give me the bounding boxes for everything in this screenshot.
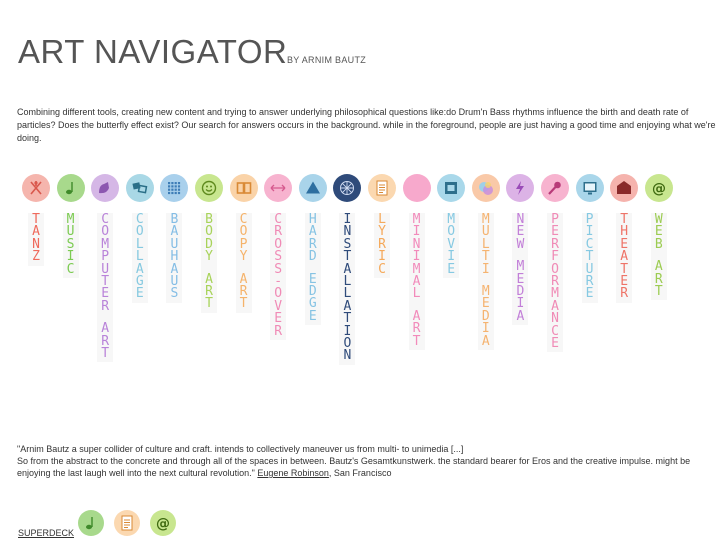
nav-item-label[interactable]: P E R F O R M A N C E (547, 213, 563, 352)
quote (17, 443, 717, 479)
grid-icon[interactable] (160, 174, 188, 202)
art-navigator-menu (22, 174, 702, 414)
compass-icon[interactable] (333, 174, 361, 202)
nav-item-cross-over[interactable] (264, 174, 292, 340)
document-icon[interactable] (114, 510, 140, 536)
film-icon[interactable] (437, 174, 465, 202)
nav-item-label[interactable]: N E W M E D I A (512, 213, 528, 325)
quote-author-link[interactable]: Eugene Robinson (257, 468, 329, 478)
nav-item-collage[interactable] (126, 174, 154, 303)
book-icon[interactable] (230, 174, 258, 202)
document-icon[interactable] (368, 174, 396, 202)
svg-text:@: @ (651, 181, 666, 197)
nav-item-picture[interactable] (576, 174, 604, 303)
nav-item-label[interactable]: T A N Z (28, 213, 44, 266)
music-note-icon[interactable] (57, 174, 85, 202)
nav-item-label[interactable]: C O M P U T E R A R T (97, 213, 113, 362)
nav-item-music[interactable] (57, 174, 85, 278)
nav-item-lyric[interactable] (368, 174, 396, 278)
nav-item-minimal-art[interactable] (403, 174, 431, 350)
nav-item-tanz[interactable] (22, 174, 50, 266)
dancer-icon[interactable] (22, 174, 50, 202)
nav-item-hard-edge[interactable] (299, 174, 327, 325)
nav-item-performance[interactable] (541, 174, 569, 352)
superdeck-link[interactable]: SUPERDECK (18, 528, 75, 538)
nav-item-label[interactable]: P I C T U R E (582, 213, 598, 303)
nav-item-label[interactable]: M U L T I M E D I A (478, 213, 494, 350)
quote-location: , San Francisco (328, 468, 392, 478)
theater-icon[interactable] (610, 174, 638, 202)
smiley-icon[interactable] (195, 174, 223, 202)
nav-item-copy-art[interactable] (230, 174, 258, 313)
at-icon[interactable] (645, 174, 673, 202)
page-title: ART NAVIGATOR (18, 33, 288, 70)
nav-item-label[interactable]: T H E A T E R (616, 213, 632, 303)
nav-item-computer-art[interactable] (91, 174, 119, 362)
nav-item-label[interactable]: M I N I M A L A R T (409, 213, 425, 350)
nav-item-label[interactable]: M U S I C (63, 213, 79, 278)
mouse-icon[interactable] (91, 174, 119, 202)
svg-text:@: @ (156, 516, 170, 532)
nav-item-label[interactable]: I N S T A L L A T I O N (339, 213, 355, 365)
arrows-icon[interactable] (264, 174, 292, 202)
nav-item-label[interactable]: M O V I E (443, 213, 459, 278)
quote-line-2: So from the abstract to the concrete and through all of the spaces in between. Bautz's Gesamtkunstwerk. the standard bearer for Eros and the creative impulse. might be (17, 456, 691, 466)
quote-line-3: enjoying the last laugh well into the next cultural revolution." (17, 468, 255, 478)
lightning-icon[interactable] (506, 174, 534, 202)
nav-item-label[interactable]: B A U H A U S (166, 213, 182, 303)
nav-item-theater[interactable] (610, 174, 638, 303)
collage-icon[interactable] (126, 174, 154, 202)
at-icon[interactable] (150, 510, 176, 536)
nav-item-label[interactable]: L Y R I C (374, 213, 390, 278)
nav-item-label[interactable]: B O D Y A R T (201, 213, 217, 313)
nav-item-web-art[interactable] (645, 174, 673, 300)
nav-item-installation[interactable] (333, 174, 361, 365)
nav-item-label[interactable]: C R O S S - O V E R (270, 213, 286, 340)
nav-item-body-art[interactable] (195, 174, 223, 313)
nav-item-new-media[interactable] (506, 174, 534, 325)
quote-line-1: "Arnim Bautz a super collider of culture and craft. intends to collectively maneuver us from multi- to unimedia [...] (17, 444, 464, 454)
monitor-icon[interactable] (576, 174, 604, 202)
nav-item-multi-media[interactable] (472, 174, 500, 350)
multimedia-icon[interactable] (472, 174, 500, 202)
music-note-icon[interactable] (78, 510, 104, 536)
microphone-icon[interactable] (541, 174, 569, 202)
nav-item-label[interactable]: H A R D E D G E (305, 213, 321, 325)
nav-item-bauhaus[interactable] (160, 174, 188, 303)
triangle-icon[interactable] (299, 174, 327, 202)
circle-icon[interactable] (403, 174, 431, 202)
byline: BY ARNIM BAUTZ (287, 55, 367, 65)
nav-item-label[interactable]: C O L L A G E (132, 213, 148, 303)
intro-text: Combining different tools, creating new content and trying to answer underlying philosophical questions like:do Drum'n Bass rhythms influence the birth and death rate of particles? Does the butterfly effect exist? Our search for answers occurs in the background. while in the foreground, people are just having a good time and enjoying what we're doing. (17, 107, 716, 143)
nav-item-label[interactable]: C O P Y A R T (236, 213, 252, 313)
nav-item-label[interactable]: W E B A R T (651, 213, 667, 300)
nav-item-movie[interactable] (437, 174, 465, 278)
